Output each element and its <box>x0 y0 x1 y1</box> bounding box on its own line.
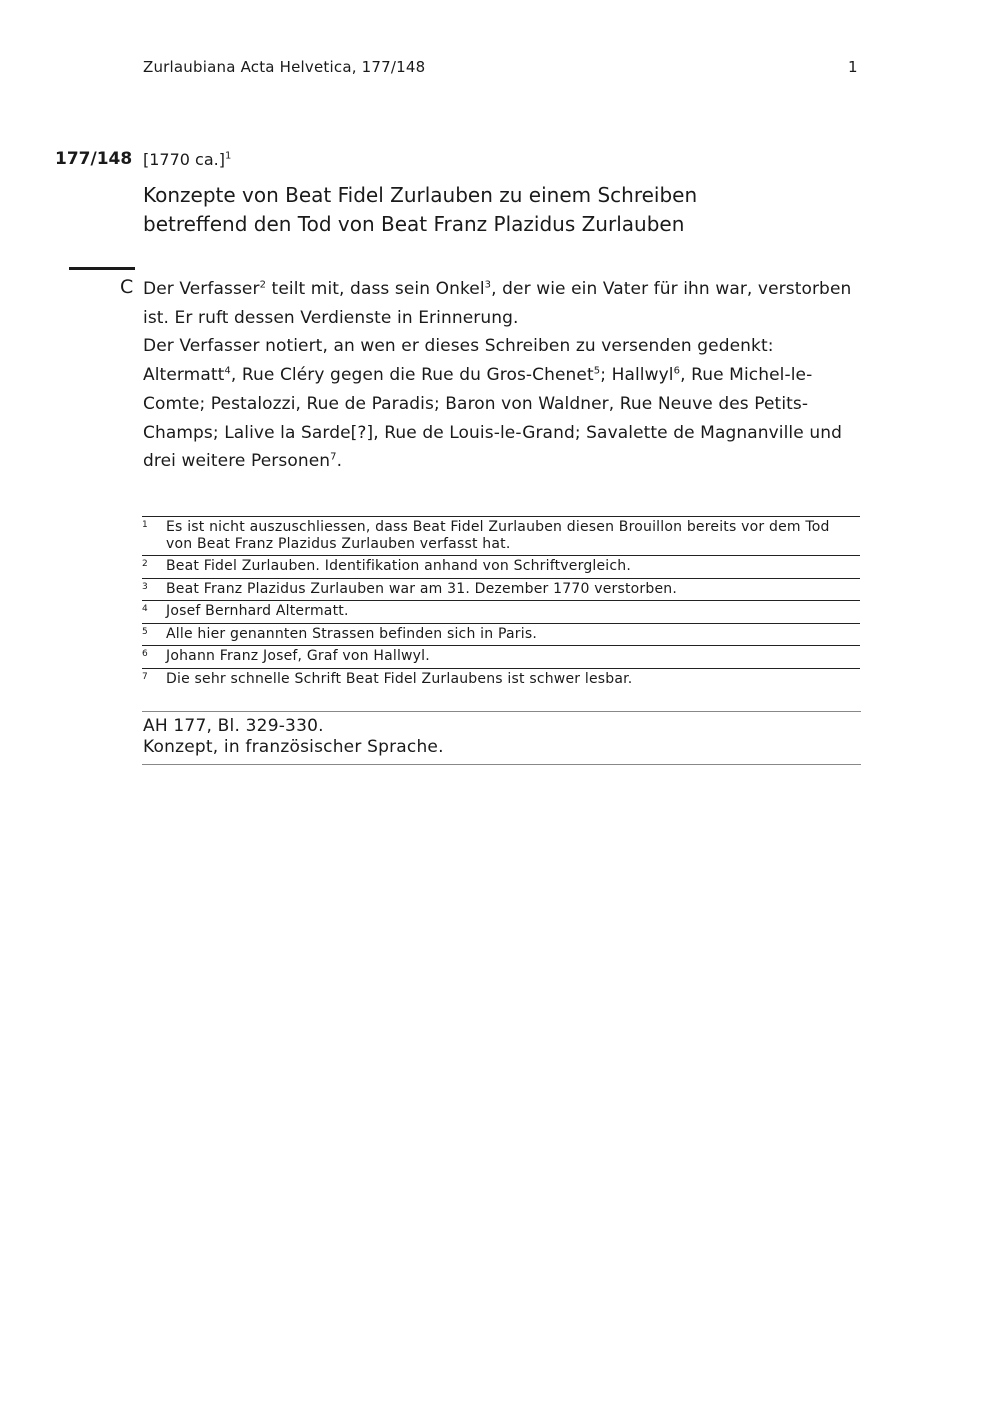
footnote-text: Alle hier genannten Strassen befinden sich in Paris. <box>166 625 537 642</box>
footnote-list <box>142 516 860 690</box>
footnote-text: Beat Franz Plazidus Zurlauben war am 31. Dezember 1770 verstorben. <box>166 580 677 597</box>
footnote-text: Johann Franz Josef, Graf von Hallwyl. <box>166 648 430 664</box>
source-block <box>142 711 861 765</box>
document-type-marker: C <box>120 276 134 298</box>
footnote <box>142 623 860 646</box>
text-run: , Rue Cléry gegen die Rue du Gros-Chenet <box>230 365 594 386</box>
footnote <box>142 555 860 578</box>
footnote-number: 6 <box>142 649 148 659</box>
footnote-number: 2 <box>142 559 148 569</box>
footnote-text: Josef Bernhard Altermatt. <box>166 603 349 619</box>
text-run: Der Verfasser notiert, an wen er dieses Schreiben zu versenden gedenkt: Altermatt <box>143 336 774 386</box>
footnote-number: 4 <box>142 604 148 614</box>
text-run: . <box>336 451 343 472</box>
footnote-ref[interactable]: 2 <box>259 279 267 291</box>
footnote <box>142 516 860 555</box>
footnote-ref[interactable]: 3 <box>484 279 492 291</box>
footnote <box>142 668 860 691</box>
footnote <box>142 600 860 623</box>
date-footnote-ref[interactable]: 1 <box>224 150 232 162</box>
margin-rule <box>69 267 135 270</box>
page-number: 1 <box>848 58 858 76</box>
text-run: Der Verfasser <box>143 279 260 299</box>
running-title: Zurlaubiana Acta Helvetica, 177/148 <box>143 58 426 76</box>
footnote-text: Die sehr schnelle Schrift Beat Fidel Zurlaubens ist schwer lesbar. <box>166 670 633 687</box>
regest-body <box>143 275 863 476</box>
text-run: , der wie ein Vater für ihn war, verstorben ist. Er ruft dessen Verdienste in Erinnerung. <box>143 279 852 328</box>
footnote-number: 5 <box>142 626 148 637</box>
footnote-number: 1 <box>142 520 148 530</box>
source-description: Konzept, in französischer Sprache. <box>143 737 444 757</box>
footnote-text: Beat Fidel Zurlauben. Identifikation anhand von Schriftvergleich. <box>166 558 632 574</box>
date-text: [1770 ca.] <box>143 150 225 169</box>
footnote-ref[interactable]: 7 <box>330 451 337 463</box>
text-run: ; Hallwyl <box>600 365 674 386</box>
text-run: , Rue Michel-le-Comte; Pestalozzi, Rue de Paradis; Baron von Waldner, Rue Neuve des Petits-Champs; Lalive la Sarde[?], Rue de Louis-le-Grand; Savalette de Magnanville und drei weitere Personen <box>143 365 842 472</box>
footnote-ref[interactable]: 6 <box>673 365 681 377</box>
footnote-ref[interactable]: 4 <box>224 365 231 377</box>
footnote-number: 7 <box>142 671 148 682</box>
footnote <box>142 578 860 601</box>
document-number: 177/148 <box>55 149 133 169</box>
source-reference: AH 177, Bl. 329-330. <box>143 716 324 736</box>
regest-paragraph <box>143 332 863 476</box>
document-title: Konzepte von Beat Fidel Zurlauben zu einem Schreiben betreffend den Tod von Beat Franz Plazidus Zurlauben <box>143 183 698 236</box>
footnote <box>142 645 860 668</box>
footnote-number: 3 <box>142 581 148 592</box>
document-date <box>143 150 231 169</box>
footnote-ref[interactable]: 5 <box>593 365 601 377</box>
text-run: teilt mit, dass sein Onkel <box>266 279 485 299</box>
regest-paragraph <box>143 275 863 332</box>
footnote-text: Es ist nicht auszuschliessen, dass Beat Fidel Zurlauben diesen Brouillon bereits vor dem Tod von Beat Franz Plazidus Zurlauben verfasst hat. <box>166 519 830 552</box>
